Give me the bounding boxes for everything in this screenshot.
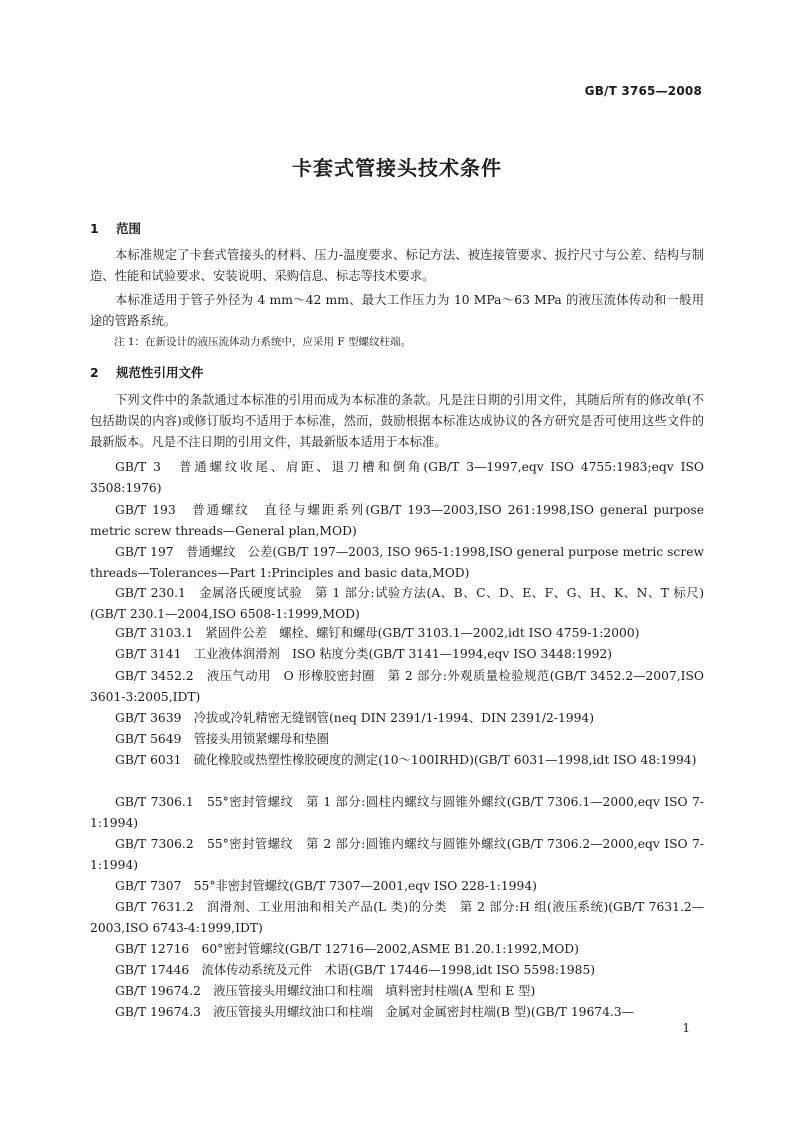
reference-item: GB/T 7306.2 55°密封管螺纹 第 2 部分:圆锥内螺纹与圆锥外螺纹(GB/T 7306.2—2000,eqv ISO 7-1:1994) xyxy=(90,837,704,872)
reference-item: GB/T 5649 管接头用锁紧螺母和垫圈 xyxy=(115,732,329,746)
page-number: 1 xyxy=(682,1021,690,1035)
section-title: 范围 xyxy=(116,221,142,236)
reference-item: GB/T 3452.2 液压气动用 O 形橡胶密封圈 第 2 部分:外观质量检验规范(GB/T 3452.2—2007,ISO 3601-3:2005,IDT) xyxy=(90,669,704,704)
reference-item: GB/T 7631.2 润滑剂、工业用油和相关产品(L 类)的分类 第 2 部分:H 组(液压系统)(GB/T 7631.2—2003,ISO 6743-4:1999,IDT) xyxy=(90,900,704,935)
section-1-heading xyxy=(90,219,141,237)
reference-item: GB/T 19674.2 液压管接头用螺纹油口和柱端 填料密封柱端(A 型和 E 型) xyxy=(115,984,536,998)
reference-item: GB/T 3 普通螺纹收尾、肩距、退刀槽和倒角(GB/T 3—1997,eqv ISO 4755:1983;eqv ISO 3508:1976) xyxy=(90,460,704,495)
scope-paragraph-2: 本标准适用于管子外径为 4 mm～42 mm、最大工作压力为 10 MPa～63 MPa 的液压流体传动和一般用途的管路系统。 xyxy=(90,293,704,328)
document-title: 卡套式管接头技术条件 xyxy=(292,156,502,180)
scope-note: 注 1：在新设计的液压流体动力系统中，应采用 F 型螺纹柱端。 xyxy=(114,336,411,348)
references-intro: 下列文件中的条款通过本标准的引用而成为本标准的条款。凡是注日期的引用文件，其随后所有的修改单(不包括勘误的内容)或修订版均不适用于本标准，然而，鼓励根据本标准达成协议的各方研究是否可使用这些文件的最新版本。凡是不注日期的引用文件，其最新版本适用于本标准。 xyxy=(90,393,704,449)
section-2-heading xyxy=(90,363,204,381)
reference-item: GB/T 3639 冷拔或冷轧精密无缝钢管(neq DIN 2391/1-1994、DIN 2391/2-1994) xyxy=(115,711,595,725)
reference-item: GB/T 3103.1 紧固件公差 螺栓、螺钉和螺母(GB/T 3103.1—2002,idt ISO 4759-1:2000) xyxy=(115,626,640,640)
reference-item: GB/T 12716 60°密封管螺纹(GB/T 12716—2002,ASME B1.20.1:1992,MOD) xyxy=(115,942,579,956)
section-number: 1 xyxy=(90,221,99,236)
reference-item: GB/T 7306.1 55°密封管螺纹 第 1 部分:圆柱内螺纹与圆锥外螺纹(GB/T 7306.1—2000,eqv ISO 7-1:1994) xyxy=(90,795,704,830)
standard-number: GB/T 3765—2008 xyxy=(584,84,702,98)
reference-item: GB/T 17446 流体传动系统及元件 术语(GB/T 17446—1998,idt ISO 5598:1985) xyxy=(115,963,596,977)
reference-item: GB/T 193 普通螺纹 直径与螺距系列(GB/T 193—2003,ISO 261:1998,ISO general purpose metric screw threads—General plan,MOD) xyxy=(90,503,704,538)
section-number: 2 xyxy=(90,365,99,380)
reference-item: GB/T 230.1 金属洛氏硬度试验 第 1 部分:试验方法(A、B、C、D、E、F、G、H、K、N、T 标尺)(GB/T 230.1—2004,ISO 6508-1:1999,MOD) xyxy=(90,586,704,621)
reference-item: GB/T 19674.3 液压管接头用螺纹油口和柱端 金属对金属密封柱端(B 型)(GB/T 19674.3— xyxy=(115,1005,634,1019)
section-title: 规范性引用文件 xyxy=(116,365,204,380)
reference-item: GB/T 7307 55°非密封管螺纹(GB/T 7307—2001,eqv ISO 228-1:1994) xyxy=(115,879,537,893)
reference-item: GB/T 6031 硫化橡胶或热塑性橡胶硬度的测定(10～100IRHD)(GB/T 6031—1998,idt ISO 48:1994) xyxy=(115,753,697,767)
scope-paragraph-1: 本标准规定了卡套式管接头的材料、压力-温度要求、标记方法、被连接管要求、扳拧尺寸与公差、结构与制造、性能和试验要求、安装说明、采购信息、标志等技术要求。 xyxy=(90,248,704,283)
reference-item: GB/T 3141 工业液体润滑剂 ISO 粘度分类(GB/T 3141—1994,eqv ISO 3448:1992) xyxy=(115,647,613,661)
reference-item: GB/T 197 普通螺纹 公差(GB/T 197—2003, ISO 965-1:1998,ISO general purpose metric screw threads—Tolerances—Part 1:Principles and basic data,MOD) xyxy=(90,545,704,580)
